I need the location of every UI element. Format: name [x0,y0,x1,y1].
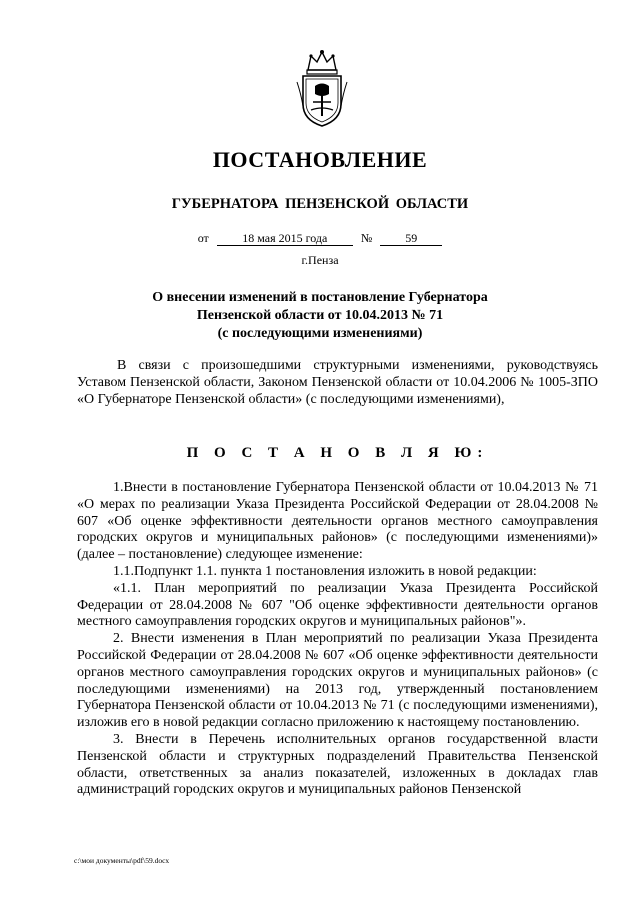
date-prefix: от [197,231,209,245]
clause-paragraph: 2. Внести изменения в План мероприятий по реализации Указа Президента Российской Федерации от 28.04.2008 № 607 «Об оценке эффективности деятельности органов местного самоуправления городских округов и муниципальных районов» (с последующими изменениями) на 2013 год, утвержденный постановлением Губернатора Пензенской области от 10.04.2013 № 71 (с последующими изменениями), изложив его в новой редакции согласно приложению к настоящему постановлению. [77,631,598,731]
clause-paragraph: 1.1.Подпункт 1.1. пункта 1 постановления изложить в новой редакции: [113,563,537,579]
heading-line: Пензенской области от 10.04.2013 № 71 [196,308,444,323]
clause-paragraph: 1.Внести в постановление Губернатора Пензенской области от 10.04.2013 № 71 «О мерах по реализации Указа Президента Российской Федерации от 28.04.2008 № 607 «Об оценке эффективности деятельности органов местного самоуправления городских округов и муниципальных районов» (с последующими изменениями)» (далее – постановление) следующее изменение: [77,480,598,563]
date-field: 18 мая 2015 года [217,232,353,246]
number-field: 59 [380,232,442,246]
coat-of-arms-icon [293,48,351,128]
heading-line: (с последующими изменениями) [217,326,423,341]
clause-paragraph: 3. Внести в Перечень исполнительных органов государственной власти Пензенской области и структурных подразделений Правительства Пензенской области, ответственных за анализ показателей, изложенных в докладах глав администраций городских округов и муниципальных районов Пензенской [77,731,598,798]
city-label: г.Пенза [301,253,339,267]
number-sign: № [360,231,373,245]
document-issuer: ГУБЕРНАТОРА ПЕНЗЕНСКОЙ ОБЛАСТИ [171,196,469,212]
document-heading [0,289,640,343]
intro-paragraph [77,358,598,408]
decree-word: П О С Т А Н О В Л Я Ю: [186,445,489,461]
footer-file-path: c:\мои документы\pdf\59.docx [74,856,170,865]
date-number-line [0,231,640,246]
document-title: ПОСТАНОВЛЕНИЕ [212,147,428,172]
clauses-section [77,480,598,799]
heading-line: О внесении изменений в постановление Губернатора [152,290,488,305]
clause-paragraph: «1.1. План мероприятий по реализации Указа Президента Российской Федерации от 28.04.2008 № 607 "Об оценке эффективности деятельности органов местного самоуправления городских округов и муниципальных районов"». [77,580,598,630]
intro-text: В связи с произошедшими структурными изменениями, руководствуясь Уставом Пензенской области, Законом Пензенской области от 10.04.2006 № 1005-ЗПО «О Губернаторе Пензенской области» (с последующими изменениями), [77,358,598,407]
